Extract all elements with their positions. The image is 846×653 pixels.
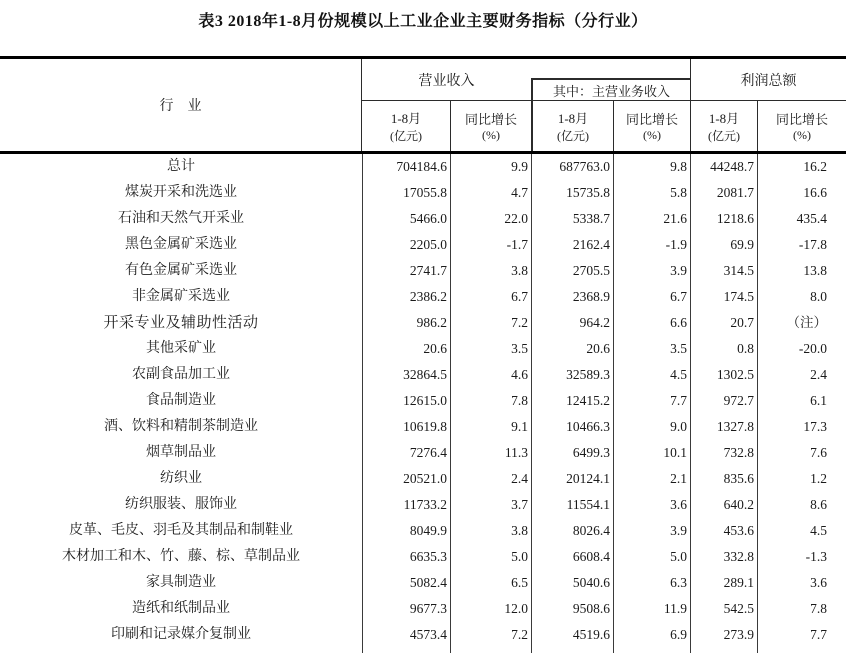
main-business-growth-cell: 7.7	[613, 388, 690, 414]
main-business-amount-cell: 8026.4	[531, 518, 613, 544]
table-row	[0, 388, 846, 414]
main-business-growth-cell: 4.5	[613, 362, 690, 388]
main-business-growth-cell: 11.9	[613, 596, 690, 622]
table-row	[0, 440, 846, 466]
main-business-amount-cell: 2368.9	[531, 284, 613, 310]
industry-name: 其他采矿业	[146, 341, 216, 356]
profit-amount-cell: 640.2	[690, 492, 757, 518]
table-row	[0, 622, 846, 648]
page-title: 表3 2018年1-8月份规模以上工业企业主要财务指标（分行业）	[198, 13, 648, 30]
main-business-growth-cell: 5.8	[613, 180, 690, 206]
revenue-growth-cell: 3.8	[450, 258, 531, 284]
main-business-growth-cell: 6.3	[613, 570, 690, 596]
revenue-amount-cell: 20521.0	[362, 466, 450, 492]
profit-amount-cell: 332.8	[690, 544, 757, 570]
table-row	[0, 570, 846, 596]
main-business-amount-cell: 20.6	[531, 336, 613, 362]
main-business-growth-cell: 6.6	[613, 310, 690, 336]
main-business-amount-cell: 5338.7	[531, 206, 613, 232]
main-business-growth-cell: 3.5	[613, 336, 690, 362]
table-row	[0, 544, 846, 570]
main-business-amount-cell: 12415.2	[531, 388, 613, 414]
table-row	[0, 232, 846, 258]
revenue-growth-cell: -1.7	[450, 232, 531, 258]
profit-growth-cell: 4.5	[757, 518, 846, 544]
main-business-growth-cell: 6.7	[613, 284, 690, 310]
main-business-growth-cell: 3.9	[613, 518, 690, 544]
growth-unit-label: (%)	[793, 128, 811, 142]
profit-amount-cell: 44248.7	[690, 154, 757, 180]
revenue-amount-cell: 4573.4	[362, 622, 450, 648]
growth-label: 同比增长	[464, 112, 517, 127]
table-body	[0, 154, 846, 653]
industry-name: 皮革、毛皮、羽毛及其制品和制鞋业	[69, 523, 293, 538]
revenue-amount-cell: 12615.0	[362, 388, 450, 414]
profit-growth-cell: 435.4	[757, 206, 846, 232]
profit-amount-cell: 972.7	[690, 388, 757, 414]
profit-amount-cell: 2081.7	[690, 180, 757, 206]
table-row	[0, 154, 846, 180]
table-row	[0, 518, 846, 544]
main-business-amount-cell: 2162.4	[531, 232, 613, 258]
revenue-growth-cell: 7.8	[450, 388, 531, 414]
period-label: 1-8月	[708, 111, 740, 126]
table-row	[0, 180, 846, 206]
table-row	[0, 362, 846, 388]
profit-growth-cell: 16.2	[757, 154, 846, 180]
revenue-growth-cell: 9.9	[450, 154, 531, 180]
revenue-group-header: 营业收入	[362, 59, 531, 101]
profit-growth-cell: 2.4	[757, 362, 846, 388]
profit-amount-cell: 174.5	[690, 284, 757, 310]
industry-name: 纺织服装、服饰业	[125, 497, 237, 512]
revenue-growth-cell: 6.5	[450, 570, 531, 596]
main-business-growth-cell: 9.8	[613, 154, 690, 180]
industry-name: 非金属矿采选业	[132, 289, 230, 304]
revenue-growth-cell: 4.7	[450, 180, 531, 206]
main-business-growth-cell: 3.6	[613, 492, 690, 518]
profit-period-header	[690, 101, 757, 151]
table-row	[0, 284, 846, 310]
profit-growth-cell: -1.3	[757, 544, 846, 570]
revenue-growth-cell: 3.7	[450, 492, 531, 518]
revenue-amount-cell: 10619.8	[362, 414, 450, 440]
revenue-amount-cell: 5466.0	[362, 206, 450, 232]
industry-name: 酒、饮料和精制茶制造业	[104, 419, 258, 434]
main-business-growth-cell: 21.6	[613, 206, 690, 232]
profit-amount-cell: 1302.5	[690, 362, 757, 388]
revenue-amount-cell: 11733.2	[362, 492, 450, 518]
table-row	[0, 336, 846, 362]
revenue-growth-cell: 3.8	[450, 518, 531, 544]
revenue-growth-cell: 7.2	[450, 310, 531, 336]
revenue-growth-cell: 6.7	[450, 284, 531, 310]
main-business-growth-cell: 2.1	[613, 466, 690, 492]
profit-growth-cell: 16.6	[757, 180, 846, 206]
main-business-growth-cell: 10.1	[613, 440, 690, 466]
profit-amount-cell: 289.1	[690, 570, 757, 596]
table-row	[0, 258, 846, 284]
main-business-amount-cell: 20124.1	[531, 466, 613, 492]
growth-unit-label: (%)	[643, 128, 661, 142]
main-business-amount-cell: 4519.6	[531, 622, 613, 648]
revenue-growth-cell: 11.3	[450, 440, 531, 466]
profit-amount-cell: 69.9	[690, 232, 757, 258]
main-business-amount-cell: 15735.8	[531, 180, 613, 206]
main-business-amount-cell: 32589.3	[531, 362, 613, 388]
main-business-period-header	[531, 101, 613, 151]
period-unit-label: (亿元)	[708, 129, 740, 143]
main-business-amount-cell: 10466.3	[531, 414, 613, 440]
period-label: 1-8月	[557, 111, 589, 126]
revenue-amount-cell: 2386.2	[362, 284, 450, 310]
industry-name: 烟草制品业	[146, 445, 216, 460]
revenue-growth-cell: 3.5	[450, 336, 531, 362]
profit-growth-cell: 8.6	[757, 492, 846, 518]
table-row-cutoff	[0, 648, 846, 653]
industry-name: 开采专业及辅助性活动	[103, 314, 259, 331]
profit-amount-cell: 0.8	[690, 336, 757, 362]
profit-growth-cell: 7.8	[757, 596, 846, 622]
revenue-amount-cell: 2741.7	[362, 258, 450, 284]
main-business-growth-cell: -1.9	[613, 232, 690, 258]
main-business-amount-cell: 9508.6	[531, 596, 613, 622]
main-business-group-header: 其中：主营业务收入	[531, 78, 690, 101]
profit-growth-cell: 1.2	[757, 466, 846, 492]
revenue-growth-cell: 9.1	[450, 414, 531, 440]
main-business-amount-cell: 964.2	[531, 310, 613, 336]
industry-name: 总计	[167, 159, 195, 174]
table-header	[0, 56, 846, 154]
industry-column-header: 行 业	[0, 59, 362, 151]
industry-name: 木材加工和木、竹、藤、棕、草制品业	[62, 549, 300, 564]
revenue-period-header	[362, 101, 450, 151]
profit-growth-cell: 7.6	[757, 440, 846, 466]
main-business-amount-cell: 11554.1	[531, 492, 613, 518]
table-row	[0, 492, 846, 518]
profit-amount-cell: 542.5	[690, 596, 757, 622]
period-unit-label: (亿元)	[390, 129, 422, 143]
revenue-growth-header	[450, 101, 531, 151]
revenue-growth-cell: 2.4	[450, 466, 531, 492]
period-label: 1-8月	[390, 111, 422, 126]
table-row	[0, 206, 846, 232]
profit-amount-cell: 732.8	[690, 440, 757, 466]
revenue-amount-cell: 9677.3	[362, 596, 450, 622]
revenue-growth-cell: 4.6	[450, 362, 531, 388]
industry-name: 石油和天然气开采业	[118, 211, 244, 226]
profit-growth-cell: 3.6	[757, 570, 846, 596]
main-business-growth-cell: 9.0	[613, 414, 690, 440]
main-business-growth-cell: 6.9	[613, 622, 690, 648]
main-business-growth-cell: 5.0	[613, 544, 690, 570]
revenue-amount-cell: 7276.4	[362, 440, 450, 466]
growth-label: 同比增长	[625, 112, 678, 127]
industry-name: 农副食品加工业	[132, 367, 230, 382]
profit-growth-cell: 7.7	[757, 622, 846, 648]
industry-name: 印刷和记录媒介复制业	[111, 627, 251, 642]
revenue-amount-cell: 704184.6	[362, 154, 450, 180]
period-unit-label: (亿元)	[557, 129, 589, 143]
profit-group-header: 利润总额	[690, 59, 846, 101]
revenue-amount-cell: 6635.3	[362, 544, 450, 570]
profit-amount-cell: 1327.8	[690, 414, 757, 440]
profit-growth-header	[757, 101, 846, 151]
profit-amount-cell: 835.6	[690, 466, 757, 492]
revenue-amount-cell: 20.6	[362, 336, 450, 362]
profit-amount-cell: 273.9	[690, 622, 757, 648]
revenue-amount-cell: 17055.8	[362, 180, 450, 206]
revenue-amount-cell: 8049.9	[362, 518, 450, 544]
main-business-amount-cell: 6608.4	[531, 544, 613, 570]
profit-growth-cell: 8.0	[757, 284, 846, 310]
profit-amount-cell: 1218.6	[690, 206, 757, 232]
industry-name: 黑色金属矿采选业	[125, 237, 237, 252]
industry-name: 煤炭开采和洗选业	[125, 185, 237, 200]
table-row	[0, 310, 846, 336]
profit-growth-cell: -20.0	[757, 336, 846, 362]
table-row	[0, 596, 846, 622]
profit-growth-cell: 6.1	[757, 388, 846, 414]
revenue-amount-cell: 32864.5	[362, 362, 450, 388]
growth-label: 同比增长	[775, 112, 828, 127]
profit-amount-cell: 453.6	[690, 518, 757, 544]
industry-name: 食品制造业	[146, 393, 216, 408]
table-row	[0, 466, 846, 492]
profit-growth-cell: 17.3	[757, 414, 846, 440]
main-business-amount-cell: 687763.0	[531, 154, 613, 180]
profit-amount-cell: 20.7	[690, 310, 757, 336]
revenue-amount-cell: 986.2	[362, 310, 450, 336]
growth-unit-label: (%)	[482, 128, 500, 142]
profit-amount-cell: 314.5	[690, 258, 757, 284]
main-business-amount-cell: 5040.6	[531, 570, 613, 596]
main-business-amount-cell: 6499.3	[531, 440, 613, 466]
revenue-amount-cell: 2205.0	[362, 232, 450, 258]
revenue-growth-cell: 12.0	[450, 596, 531, 622]
table-row	[0, 414, 846, 440]
industry-name: 造纸和纸制品业	[132, 601, 230, 616]
revenue-growth-cell: 22.0	[450, 206, 531, 232]
main-business-growth-cell: 3.9	[613, 258, 690, 284]
profit-growth-note-cell: （注）	[757, 310, 846, 336]
revenue-amount-cell: 5082.4	[362, 570, 450, 596]
industry-name: 纺织业	[160, 471, 202, 486]
main-business-growth-header	[613, 101, 690, 151]
revenue-growth-cell: 7.2	[450, 622, 531, 648]
revenue-growth-cell: 5.0	[450, 544, 531, 570]
industry-name: 有色金属矿采选业	[125, 263, 237, 278]
profit-growth-cell: -17.8	[757, 232, 846, 258]
profit-growth-cell: 13.8	[757, 258, 846, 284]
industry-name: 家具制造业	[146, 575, 216, 590]
main-business-amount-cell: 2705.5	[531, 258, 613, 284]
